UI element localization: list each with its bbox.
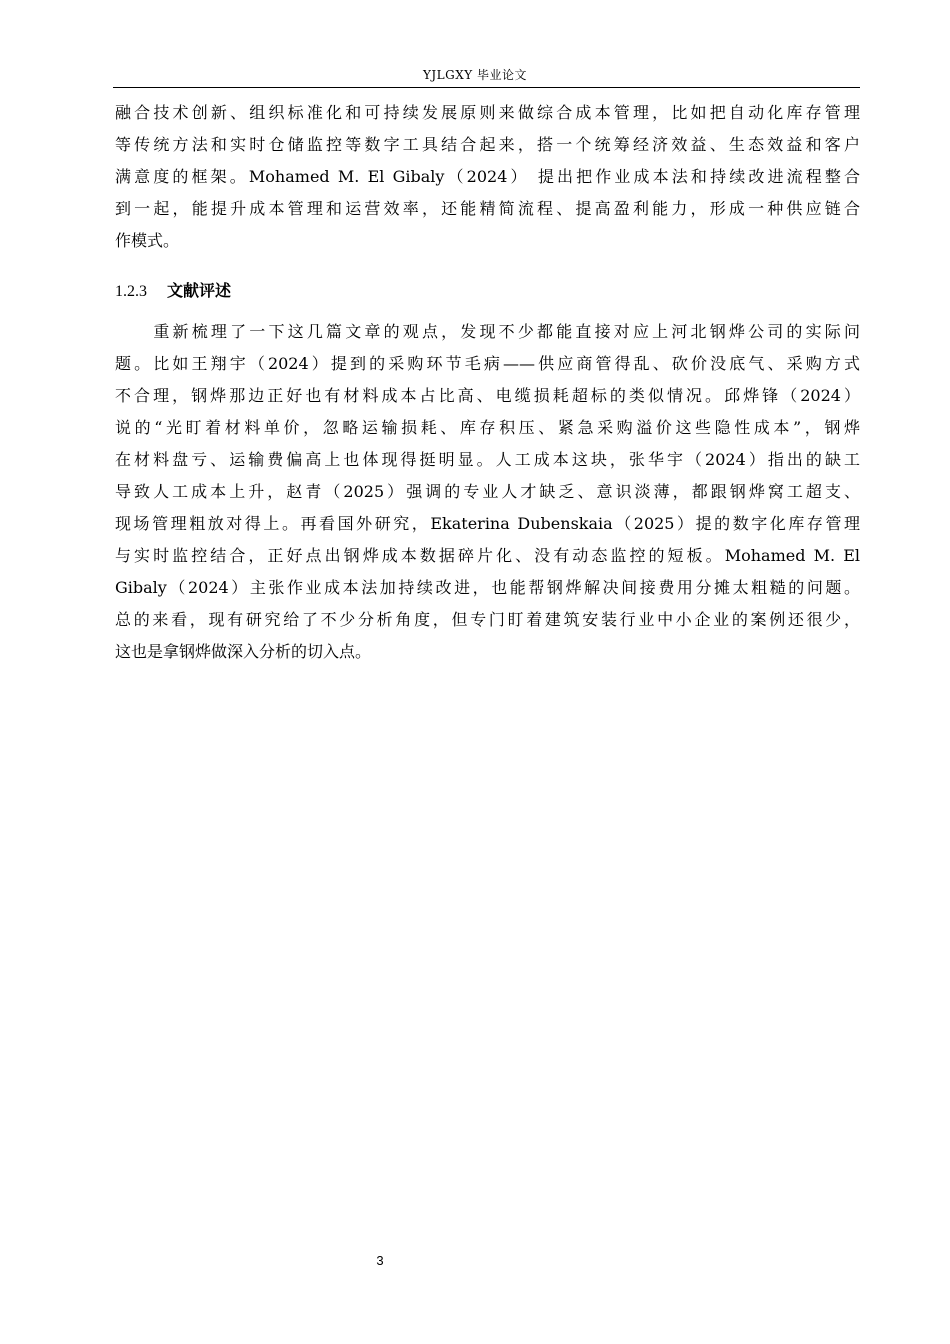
paragraph-line: 满意度的框架。Mohamed M. El Gibaly（2024） 提出把作业成本法和持续改进流程整合 — [115, 167, 860, 186]
paragraph-intro — [115, 97, 860, 257]
section-title: 文献评述 — [167, 281, 232, 300]
paragraph-line: 这也是拿钢烨做深入分析的切入点。 — [115, 642, 372, 661]
paragraph-line: 与实时监控结合，正好点出钢烨成本数据碎片化、没有动态监控的短板。Mohamed M. El — [115, 546, 860, 565]
paragraph-review — [115, 316, 860, 668]
paragraph-line: 融合技术创新、组织标准化和可持续发展原则来做综合成本管理，比如把自动化库存管理 — [115, 103, 860, 122]
page-body — [115, 97, 860, 668]
header-rule — [113, 87, 860, 88]
paragraph-line: 在材料盘亏、运输费偏高上也体现得挺明显。人工成本这块，张华宇（2024）指出的缺工 — [115, 450, 860, 469]
paragraph-line: Gibaly（2024）主张作业成本法加持续改进，也能帮钢烨解决间接费用分摊太粗糙的问题。 — [115, 578, 860, 597]
paragraph-line: 作模式。 — [115, 231, 180, 250]
paragraph-line: 题。比如王翔宇（2024）提到的采购环节毛病——供应商管得乱、砍价没底气、采购方式 — [115, 354, 860, 373]
section-number: 1.2.3 — [115, 283, 147, 300]
paragraph-line: 导致人工成本上升，赵青（2025）强调的专业人才缺乏、意识淡薄，都跟钢烨窝工超支、 — [115, 482, 860, 501]
page-header: YJLGXY 毕业论文 — [422, 68, 528, 82]
paragraph-line: 说的“光盯着材料单价，忽略运输损耗、库存积压、紧急采购溢价这些隐性成本”，钢烨 — [115, 418, 860, 437]
paragraph-line: 重新梳理了一下这几篇文章的观点，发现不少都能直接对应上河北钢烨公司的实际问 — [115, 322, 860, 341]
page-number: 3 — [376, 1253, 384, 1268]
section-heading — [115, 278, 860, 304]
paragraph-line: 不合理，钢烨那边正好也有材料成本占比高、电缆损耗超标的类似情况。邱烨锋（2024） — [115, 386, 860, 405]
paragraph-line: 现场管理粗放对得上。再看国外研究，Ekaterina Dubenskaia（2025）提的数字化库存管理 — [115, 514, 860, 533]
paragraph-line: 到一起，能提升成本管理和运营效率，还能精简流程、提高盈利能力，形成一种供应链合 — [115, 199, 860, 218]
paragraph-line: 等传统方法和实时仓储监控等数字工具结合起来，搭一个统筹经济效益、生态效益和客户 — [115, 135, 860, 154]
paragraph-line: 总的来看，现有研究给了不少分析角度，但专门盯着建筑安装行业中小企业的案例还很少， — [115, 610, 860, 629]
